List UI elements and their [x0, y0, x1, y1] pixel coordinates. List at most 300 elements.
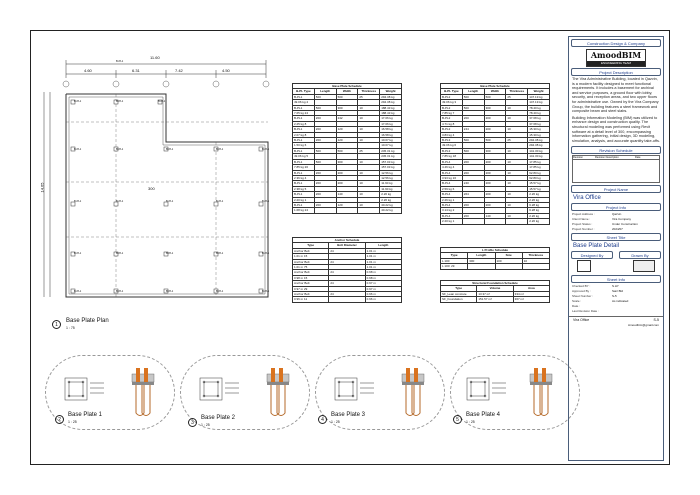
- footer-email: Amoodbim@gmail.com: [627, 323, 659, 328]
- revision-col: Revision: [573, 156, 583, 160]
- logo-subtitle: ENGINEERING TEAM: [587, 61, 645, 66]
- schedule-cell: 25: [506, 138, 528, 143]
- schedule-cell: Anchor Bolt: [293, 259, 329, 264]
- info-value: Under Construction: [612, 222, 638, 227]
- designed-by-header: Designed By: [571, 251, 613, 259]
- schedule-header-cell: Type: [441, 286, 477, 291]
- schedule-cell: 24: [329, 270, 365, 275]
- schedule-cell: SF_Lean concrete: [441, 291, 477, 296]
- detail-number-bubble: 3: [188, 418, 197, 427]
- plate-label: B-PL1: [262, 200, 270, 203]
- schedule-cell: [522, 264, 549, 269]
- schedule-cell: 49.06 kg 3: [441, 100, 463, 105]
- schedule-cell: 188.43 kg: [380, 111, 402, 116]
- schedule-cell: 245.31 kg: [380, 148, 402, 153]
- schedule-cell: Anchor Bolt: [293, 248, 329, 253]
- schedule-cell: B-PL1: [293, 116, 315, 121]
- plate-label: B-PL1: [116, 252, 124, 255]
- schedule-cell: B-PL2: [441, 94, 463, 99]
- info-key: Approved By :: [572, 289, 591, 294]
- plan-center-label: 300: [148, 186, 155, 191]
- revision-table: [572, 155, 660, 183]
- schedule-cell: 120: [336, 202, 358, 207]
- schedule-cell: 10: [358, 202, 380, 207]
- schedule-cell: 10: [358, 105, 380, 110]
- schedule-cell: 10.07 kg: [380, 143, 402, 148]
- schedule-cell: 17.06 kg: [380, 121, 402, 126]
- schedule-cell: 37.68 kg: [528, 116, 550, 121]
- schedule-cell: 0.96 m: [365, 297, 401, 302]
- schedule-cell: Anchor Bolt: [293, 281, 329, 286]
- schedule-cell: B-PL4: [441, 213, 463, 218]
- detail-scale: 1 : 25: [466, 420, 475, 424]
- schedule-cell: 7.85 kg 7: [441, 111, 463, 116]
- schedule-cell: 244: [462, 127, 484, 132]
- plate-label: B-PL1: [116, 290, 124, 293]
- anchor-schedule: [292, 237, 402, 303]
- schedule-cell: B-PL3: [441, 148, 463, 153]
- schedule-cell: 300: [484, 105, 506, 110]
- plate-label: B-PL1: [216, 200, 224, 203]
- schedule-cell: 500: [314, 159, 336, 164]
- schedule-cell: 10: [506, 181, 528, 186]
- schedule-cell: [358, 208, 380, 213]
- schedule-cell: B-PL1: [293, 181, 315, 186]
- schedule-cell: 100: [495, 258, 522, 263]
- schedule-cell: 17.85 kg: [528, 165, 550, 170]
- plate-label: B-PL1: [262, 252, 270, 255]
- schedule-cell: 10: [506, 159, 528, 164]
- plan-view-title: Base Plate Plan: [66, 318, 109, 324]
- schedule-header-cell: Length: [468, 253, 495, 258]
- schedule-cell: 367 m²: [513, 297, 549, 302]
- schedule-cell: 140: [484, 213, 506, 218]
- schedule-cell: 1.50 kg 6: [293, 143, 315, 148]
- schedule-cell: 24: [329, 281, 365, 286]
- schedule-header-cell: Type: [293, 243, 329, 248]
- schedule-cell: 37.68 kg: [528, 121, 550, 126]
- plate-label: B-PL1: [262, 290, 270, 293]
- schedule-cell: 1.01 m: [365, 265, 401, 270]
- schedule-cell: 40.22 kg: [380, 202, 402, 207]
- schedule-cell: 16.58 kg: [380, 127, 402, 132]
- drafter-logo: [633, 260, 655, 272]
- schedule-title: Base Plate Schedule: [293, 84, 402, 89]
- schedule-cell: 200: [314, 202, 336, 207]
- schedule-cell: 1.01 m: [365, 248, 401, 253]
- schedule-cell: B-PL1: [293, 105, 315, 110]
- schedule-cell: [314, 208, 336, 213]
- schedule-cell: 0.96 m 11: [293, 297, 329, 302]
- plate-label: B-PL1: [74, 100, 82, 103]
- plan-dimension-3: 7.42: [175, 68, 183, 73]
- schedule-cell: 240: [462, 181, 484, 186]
- info-key: Client Name :: [572, 217, 591, 222]
- schedule-cell: [495, 264, 522, 269]
- schedule-header-cell: Width: [336, 89, 358, 94]
- schedule-cell: 25: [358, 148, 380, 153]
- schedule-cell: 7.65 kg 24: [293, 111, 315, 116]
- schedule-cell: [468, 264, 495, 269]
- info-value: Qazvin: [612, 212, 622, 217]
- schedule-cell: B-PL2: [441, 105, 463, 110]
- base-plate-plan-drawing: [36, 52, 286, 312]
- project-name-header: Project Name: [571, 185, 661, 193]
- schedule-cell: 4.46 kg 4: [441, 165, 463, 170]
- detail-title: Base Plate 4: [466, 412, 501, 418]
- plate-label: B-PL1: [74, 148, 82, 151]
- schedule-cell: 200: [484, 159, 506, 164]
- schedule-cell: 7.85 kg 20: [293, 165, 315, 170]
- schedule-header-cell: Length: [365, 243, 401, 248]
- detail-scale: 1 : 25: [331, 420, 340, 424]
- sheet-info-header: Sheet Info: [571, 275, 661, 283]
- plate-label: B-PL1: [166, 290, 174, 293]
- schedule-cell: 294.38 kg: [380, 100, 402, 105]
- schedule-cell: 3.14 kg 2: [441, 208, 463, 213]
- detail-title: Base Plate 3: [331, 412, 366, 418]
- schedule-cell: 200: [314, 116, 336, 121]
- revision-desc-col: Revision Description: [595, 156, 619, 160]
- schedule-cell: 200: [462, 170, 484, 175]
- schedule-cell: 141.30 kg: [528, 154, 550, 159]
- schedule-cell: 120: [336, 127, 358, 132]
- schedule-title: Structural Foundation Schedule: [441, 281, 550, 286]
- schedule-cell: Anchor Bolt: [293, 270, 329, 275]
- plate-label: B-PL1: [74, 200, 82, 203]
- schedule-cell: 200: [314, 181, 336, 186]
- schedule-cell: 10: [358, 170, 380, 175]
- detail-scale: 1 : 25: [201, 423, 210, 427]
- info-value: Vira Company: [612, 217, 631, 222]
- info-key: Last Revision Date :: [572, 309, 599, 314]
- title-block: [568, 36, 664, 461]
- schedule-cell: 0.98 m 15: [293, 275, 329, 280]
- schedule-cell: 200: [484, 181, 506, 186]
- schedule-cell: 17.06 kg: [380, 116, 402, 121]
- schedule-cell: 7.85 kg 18: [441, 154, 463, 159]
- schedule-cell: 2.25 kg 8: [293, 121, 315, 126]
- plate-label: B-PL1: [216, 148, 224, 151]
- logo-name: AmoodBIM: [590, 50, 642, 60]
- schedule-cell: 200: [314, 170, 336, 175]
- schedule-cell: 2.26 kg: [528, 197, 550, 202]
- schedule-cell: 200: [484, 202, 506, 207]
- schedule-row: [293, 208, 402, 213]
- schedule-cell: 6.28 kg: [528, 208, 550, 213]
- schedule-cell: 12.56 kg: [380, 175, 402, 180]
- schedule-cell: B-PL1: [293, 127, 315, 132]
- detail-title: Base Plate 2: [201, 415, 236, 421]
- info-value: 2024/07: [612, 227, 623, 232]
- schedule-cell: 2.36 kg 4: [293, 175, 315, 180]
- schedule-cell: 10: [506, 105, 528, 110]
- schedule-cell: 300: [484, 148, 506, 153]
- schedule-cell: 2.26 kg 1: [441, 197, 463, 202]
- schedule-cell: 264: [462, 192, 484, 197]
- info-key: Project Number :: [572, 227, 595, 232]
- schedule-cell: 200: [314, 127, 336, 132]
- plate-label: B-PL1: [116, 148, 124, 151]
- schedule-cell: [462, 219, 484, 224]
- schedule-cell: 300: [336, 105, 358, 110]
- schedule-cell: 11.90 kg: [380, 181, 402, 186]
- schedule-cell: 200: [484, 192, 506, 197]
- detail-number-bubble: 4: [318, 415, 327, 424]
- revision-schedule-header: Revision Schedule: [571, 146, 661, 154]
- schedule-cell: 200: [462, 213, 484, 218]
- schedule-cell: 147.19 kg: [528, 94, 550, 99]
- plan-dimension-4: 4.50: [222, 68, 230, 73]
- schedule-cell: B-PL1: [293, 159, 315, 164]
- info-value: As indicated: [612, 299, 629, 304]
- schedule-cell: 10: [358, 159, 380, 164]
- info-value: Saiz Bld: [612, 289, 624, 294]
- schedule-cell: 500: [462, 148, 484, 153]
- schedule-title: Base Plate Schedule: [441, 84, 550, 89]
- schedule-cell: 0.97 m: [365, 281, 401, 286]
- schedule-cell: 25: [506, 94, 528, 99]
- schedule-cell: 78.40 kg: [528, 105, 550, 110]
- info-value: S.LP: [612, 284, 619, 289]
- schedule-header-cell: Bolt Diameter: [329, 243, 365, 248]
- schedule-cell: 200: [336, 181, 358, 186]
- schedule-cell: 10: [358, 181, 380, 186]
- schedule-cell: 10: [506, 148, 528, 153]
- schedule-cell: 200: [314, 138, 336, 143]
- schedule-header-cell: Length: [462, 89, 484, 94]
- schedule-cell: 1.01 m 75: [293, 265, 329, 270]
- schedule-cell: 0.97 m: [365, 286, 401, 291]
- detail-scale: 1 : 25: [68, 420, 77, 424]
- plate-label: B-PL1: [116, 60, 124, 63]
- schedule-cell: B-PL1: [293, 192, 315, 197]
- schedule-cell: 500: [336, 94, 358, 99]
- schedule-cell: 10: [358, 192, 380, 197]
- schedule-cell: 78.40 kg: [528, 111, 550, 116]
- base-plate-schedule-2: [440, 83, 550, 225]
- schedule-row: [293, 297, 402, 302]
- schedule-cell: 3.83 kg 4: [441, 132, 463, 137]
- sheet-title-header: Sheet Title: [571, 233, 661, 241]
- plate-label: B-PL1: [216, 252, 224, 255]
- schedule-cell: L 100: 29: [441, 264, 468, 269]
- schedule-cell: 15.30 kg: [528, 132, 550, 137]
- schedule-row: [441, 219, 550, 224]
- schedule-cell: 10: [522, 258, 549, 263]
- plate-label: B-PL1: [74, 290, 82, 293]
- schedule-cell: 15.57 kg: [528, 186, 550, 191]
- schedule-cell: 1.68 kg 24: [293, 208, 315, 213]
- schedule-cell: 10: [506, 116, 528, 121]
- schedule-header-cell: Thickness: [506, 89, 528, 94]
- view-number-bubble: 1: [52, 320, 61, 329]
- schedule-cell: 2.59 kg 6: [441, 186, 463, 191]
- l-profile-schedule: [440, 247, 550, 270]
- schedule-cell: 11.90 kg: [380, 186, 402, 191]
- schedule-cell: 500: [336, 148, 358, 153]
- detail-title: Base Plate 1: [68, 412, 103, 418]
- schedule-cell: 200: [462, 159, 484, 164]
- schedule-cell: 49.06 kg 4: [293, 100, 315, 105]
- schedule-cell: 12.56 kg: [380, 170, 402, 175]
- schedule-cell: 140: [336, 192, 358, 197]
- schedule-cell: 500: [462, 105, 484, 110]
- footer-sheet-number: S-5: [653, 318, 659, 323]
- schedule-cell: 500: [484, 138, 506, 143]
- info-key: Project Status :: [572, 222, 593, 227]
- schedule-cell: B-PL4: [441, 170, 463, 175]
- schedule-cell: 294.38 kg: [380, 94, 402, 99]
- schedule-cell: B-PL1: [293, 202, 315, 207]
- schedule-header-cell: Thickness: [522, 253, 549, 258]
- schedule-cell: 188.43 kg: [380, 105, 402, 110]
- schedule-cell: 49.06 kg 6: [441, 143, 463, 148]
- info-key: Sheet Number :: [572, 294, 594, 299]
- info-key: Date :: [572, 304, 581, 309]
- schedule-cell: 200: [484, 127, 506, 132]
- footer-project: Vira Office: [573, 318, 590, 323]
- schedule-cell: 6.28 kg: [528, 202, 550, 207]
- schedule-cell: 49.06 kg 5: [293, 154, 315, 159]
- schedule-cell: 0.98 m: [365, 270, 401, 275]
- schedule-cell: 294.38 kg: [528, 143, 550, 148]
- schedule-cell: B-PL1: [293, 138, 315, 143]
- revision-date-col: Date: [635, 156, 641, 160]
- plan-dimension-2: 6.31: [132, 68, 140, 73]
- info-key: Scale :: [572, 299, 582, 304]
- schedule-cell: 242: [336, 116, 358, 121]
- schedule-header-cell: Volume: [477, 286, 513, 291]
- plate-label: B-PL1: [74, 252, 82, 255]
- schedule-cell: 157.03 kg: [380, 165, 402, 170]
- schedule-cell: 40.22 kg: [380, 208, 402, 213]
- schedule-cell: 2.20 kg: [380, 197, 402, 202]
- schedule-title: L Profile Schedule: [441, 248, 550, 253]
- project-name: Vira Office: [573, 195, 601, 202]
- company-logo: [586, 49, 646, 67]
- schedule-cell: 200: [462, 202, 484, 207]
- schedule-header-cell: Length: [314, 89, 336, 94]
- plan-left-dimension: 14.65: [39, 182, 45, 193]
- schedule-cell: 10: [506, 213, 528, 218]
- schedule-cell: 24: [329, 248, 365, 253]
- schedule-cell: B-PL4: [441, 192, 463, 197]
- foundation-schedule: [440, 280, 550, 303]
- schedule-cell: [506, 219, 528, 224]
- schedule-header-cell: Size: [495, 253, 522, 258]
- schedule-cell: 300: [336, 159, 358, 164]
- schedule-cell: 0.96 m: [365, 292, 401, 297]
- schedule-header-cell: Type: [441, 253, 468, 258]
- schedule-cell: 200: [314, 192, 336, 197]
- schedule-cell: 500: [314, 105, 336, 110]
- schedule-cell: [336, 208, 358, 213]
- project-description-text: The Vira Administrative Building, located in Qazvin, is a modern facility designed to meet functional requirements. It includes a basement for archival and service purposes, a ground floor with lobby, security, and reception areas, and two upper floors for administrative use. Owned by the Vira Company Group, the building features a steel framework and composite beam and steel slabs.: [572, 77, 659, 114]
- schedule-header-cell: Weight: [528, 89, 550, 94]
- schedule-cell: 10: [358, 127, 380, 132]
- schedule-cell: 2.20 kg: [528, 213, 550, 218]
- schedule-header-cell: Width: [484, 89, 506, 94]
- schedule-cell: 1.01 m 15: [293, 254, 329, 259]
- base-plate-schedule-1: [292, 83, 402, 214]
- plate-label: B-PL1: [116, 200, 124, 203]
- sheet-title: Base Plate Detail: [573, 243, 620, 250]
- plate-label: B-PL1: [116, 100, 124, 103]
- info-key: Project Address :: [572, 212, 595, 217]
- info-key: Checked BY :: [572, 284, 591, 289]
- schedule-cell: 10: [358, 116, 380, 121]
- plate-label: B-PL1: [216, 290, 224, 293]
- schedule-cell: 500: [484, 94, 506, 99]
- schedule-header-cell: Weight: [380, 89, 402, 94]
- schedule-cell: 500: [314, 94, 336, 99]
- schedule-header-cell: Thickness: [358, 89, 380, 94]
- schedule-header-cell: B-PL Type: [441, 89, 463, 94]
- schedule-cell: 10: [506, 127, 528, 132]
- drawn-by-header: Drawn By: [619, 251, 661, 259]
- schedule-cell: 500: [462, 94, 484, 99]
- info-value: S-5: [612, 294, 617, 299]
- schedule-cell: 2.38 kg 5: [293, 186, 315, 191]
- schedule-cell: B-PL2: [441, 116, 463, 121]
- schedule-cell: [329, 297, 365, 302]
- schedule-cell: 2.20 kg: [380, 192, 402, 197]
- schedule-cell: 147.19 kg: [528, 100, 550, 105]
- schedule-cell: L 100: [441, 258, 468, 263]
- schedule-cell: 13.37 m³: [477, 291, 513, 296]
- project-description-text-2: Building Information Modeling (BIM) was utilized to enhance design and construction quality. The structural modeling was performed using Revit software at a detail level of 300, encompassing information gathering, initial design, 3D modeling, simulation, analysis, and accurate quantity take-offs.: [572, 115, 660, 143]
- plan-overall-dimension: 11.60: [150, 55, 160, 60]
- schedule-row: [441, 297, 550, 302]
- schedule-cell: 200: [484, 170, 506, 175]
- plan-dimension-1: 4.60: [84, 68, 92, 73]
- company-header: Construction Design & Company: [571, 39, 661, 47]
- plate-label: B-PL1: [166, 200, 174, 203]
- schedule-cell: 200: [462, 116, 484, 121]
- schedule-cell: B-PL1: [293, 148, 315, 153]
- schedule-cell: 0.97 m 29: [293, 286, 329, 291]
- schedule-cell: B-PL1: [293, 94, 315, 99]
- schedule-cell: 3.93 kg 16: [441, 175, 463, 180]
- schedule-cell: 157.03 kg: [380, 159, 402, 164]
- schedule-cell: B-PL2: [441, 127, 463, 132]
- schedule-header-cell: Area: [513, 286, 549, 291]
- schedule-cell: Anchor Bolt: [293, 292, 329, 297]
- schedule-cell: 200: [336, 170, 358, 175]
- schedule-cell: B-PL4: [441, 181, 463, 186]
- schedule-cell: 16.58 kg: [380, 132, 402, 137]
- schedule-cell: 2.20 kg 1: [293, 197, 315, 202]
- schedule-cell: 10: [506, 192, 528, 197]
- schedule-cell: 25: [358, 94, 380, 99]
- schedule-cell: 15.30 kg: [528, 127, 550, 132]
- schedule-cell: 4.71 kg 8: [441, 121, 463, 126]
- schedule-cell: 24: [329, 292, 365, 297]
- schedule-cell: 62.80 kg: [528, 175, 550, 180]
- schedule-cell: 2.20 kg: [528, 219, 550, 224]
- schedule-cell: 500: [462, 138, 484, 143]
- project-info-header: Project Info: [571, 203, 661, 211]
- plate-label: B-PL1: [166, 252, 174, 255]
- schedule-cell: 10: [358, 138, 380, 143]
- schedule-cell: 2.20 kg 1: [441, 219, 463, 224]
- schedule-cell: B-PL3: [441, 138, 463, 143]
- schedule-cell: 15.57 kg: [528, 181, 550, 186]
- designer-logo: [577, 260, 591, 272]
- schedule-cell: 300: [468, 258, 495, 263]
- schedule-cell: 10.07 kg: [380, 138, 402, 143]
